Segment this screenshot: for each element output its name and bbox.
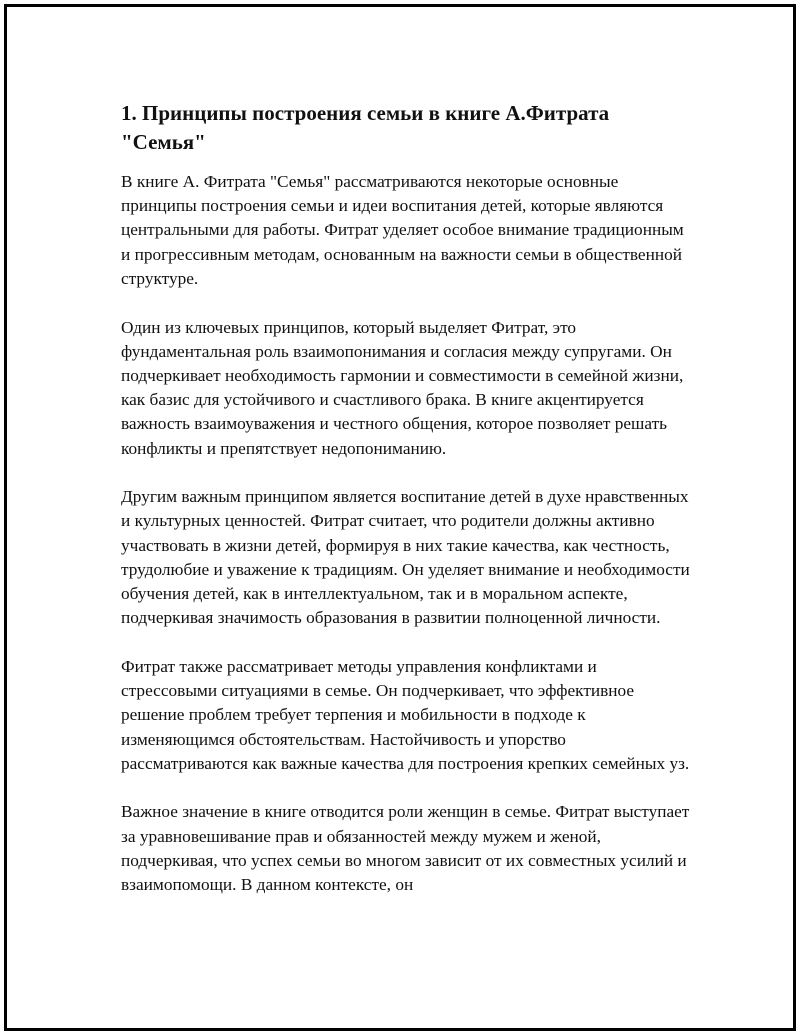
paragraph-3: Другим важным принципом является воспитание детей в духе нравственных и культурных ценностей. Фитрат считает, что родители должны активно участвовать в жизни детей, формируя в них такие качества, как честность, трудолюбие и уважение к традициям. Он уделяет внимание и необходимости обучения детей, как в интеллектуальном, так и в моральном аспекте, подчеркивая значимость образования в развитии полноценной личности. xyxy=(121,487,690,628)
paragraph-5: Важное значение в книге отводится роли женщин в семье. Фитрат выступает за уравновешивание прав и обязанностей между мужем и женой, подчеркивая, что успех семьи во многом зависит от их совместных усилий и взаимопомощи. В данном контексте, он xyxy=(121,802,690,895)
paragraph-1: В книге А. Фитрата "Семья" рассматриваются некоторые основные принципы построения семьи и идеи воспитания детей, которые являются центральными для работы. Фитрат уделяет особое внимание традиционным и прогрессивным методам, основанным на важности семьи в общественной структуре. xyxy=(121,172,684,288)
document-title: 1. Принципы построения семьи в книге А.Фитрата "Семья" xyxy=(121,101,610,154)
document-page xyxy=(4,4,796,1031)
document-body xyxy=(121,99,696,922)
paragraph-4: Фитрат также рассматривает методы управления конфликтами и стрессовыми ситуациями в семье. Он подчеркивает, что эффективное решение проблем требует терпения и мобильности в подходе к изменяющимся обстоятельствам. Настойчивость и упорство рассматриваются как важные качества для построения крепких семейных уз. xyxy=(121,656,690,773)
paragraph-2: Один из ключевых принципов, который выделяет Фитрат, это фундаментальная роль взаимопонимания и согласия между супругами. Он подчеркивает необходимость гармонии и совместимости в семейной жизни, как базис для устойчивого и счастливого брака. В книге акцентируется важность взаимоуважения и честного общения, которое позволяет решать конфликты и препятствует недопониманию. xyxy=(121,317,684,458)
